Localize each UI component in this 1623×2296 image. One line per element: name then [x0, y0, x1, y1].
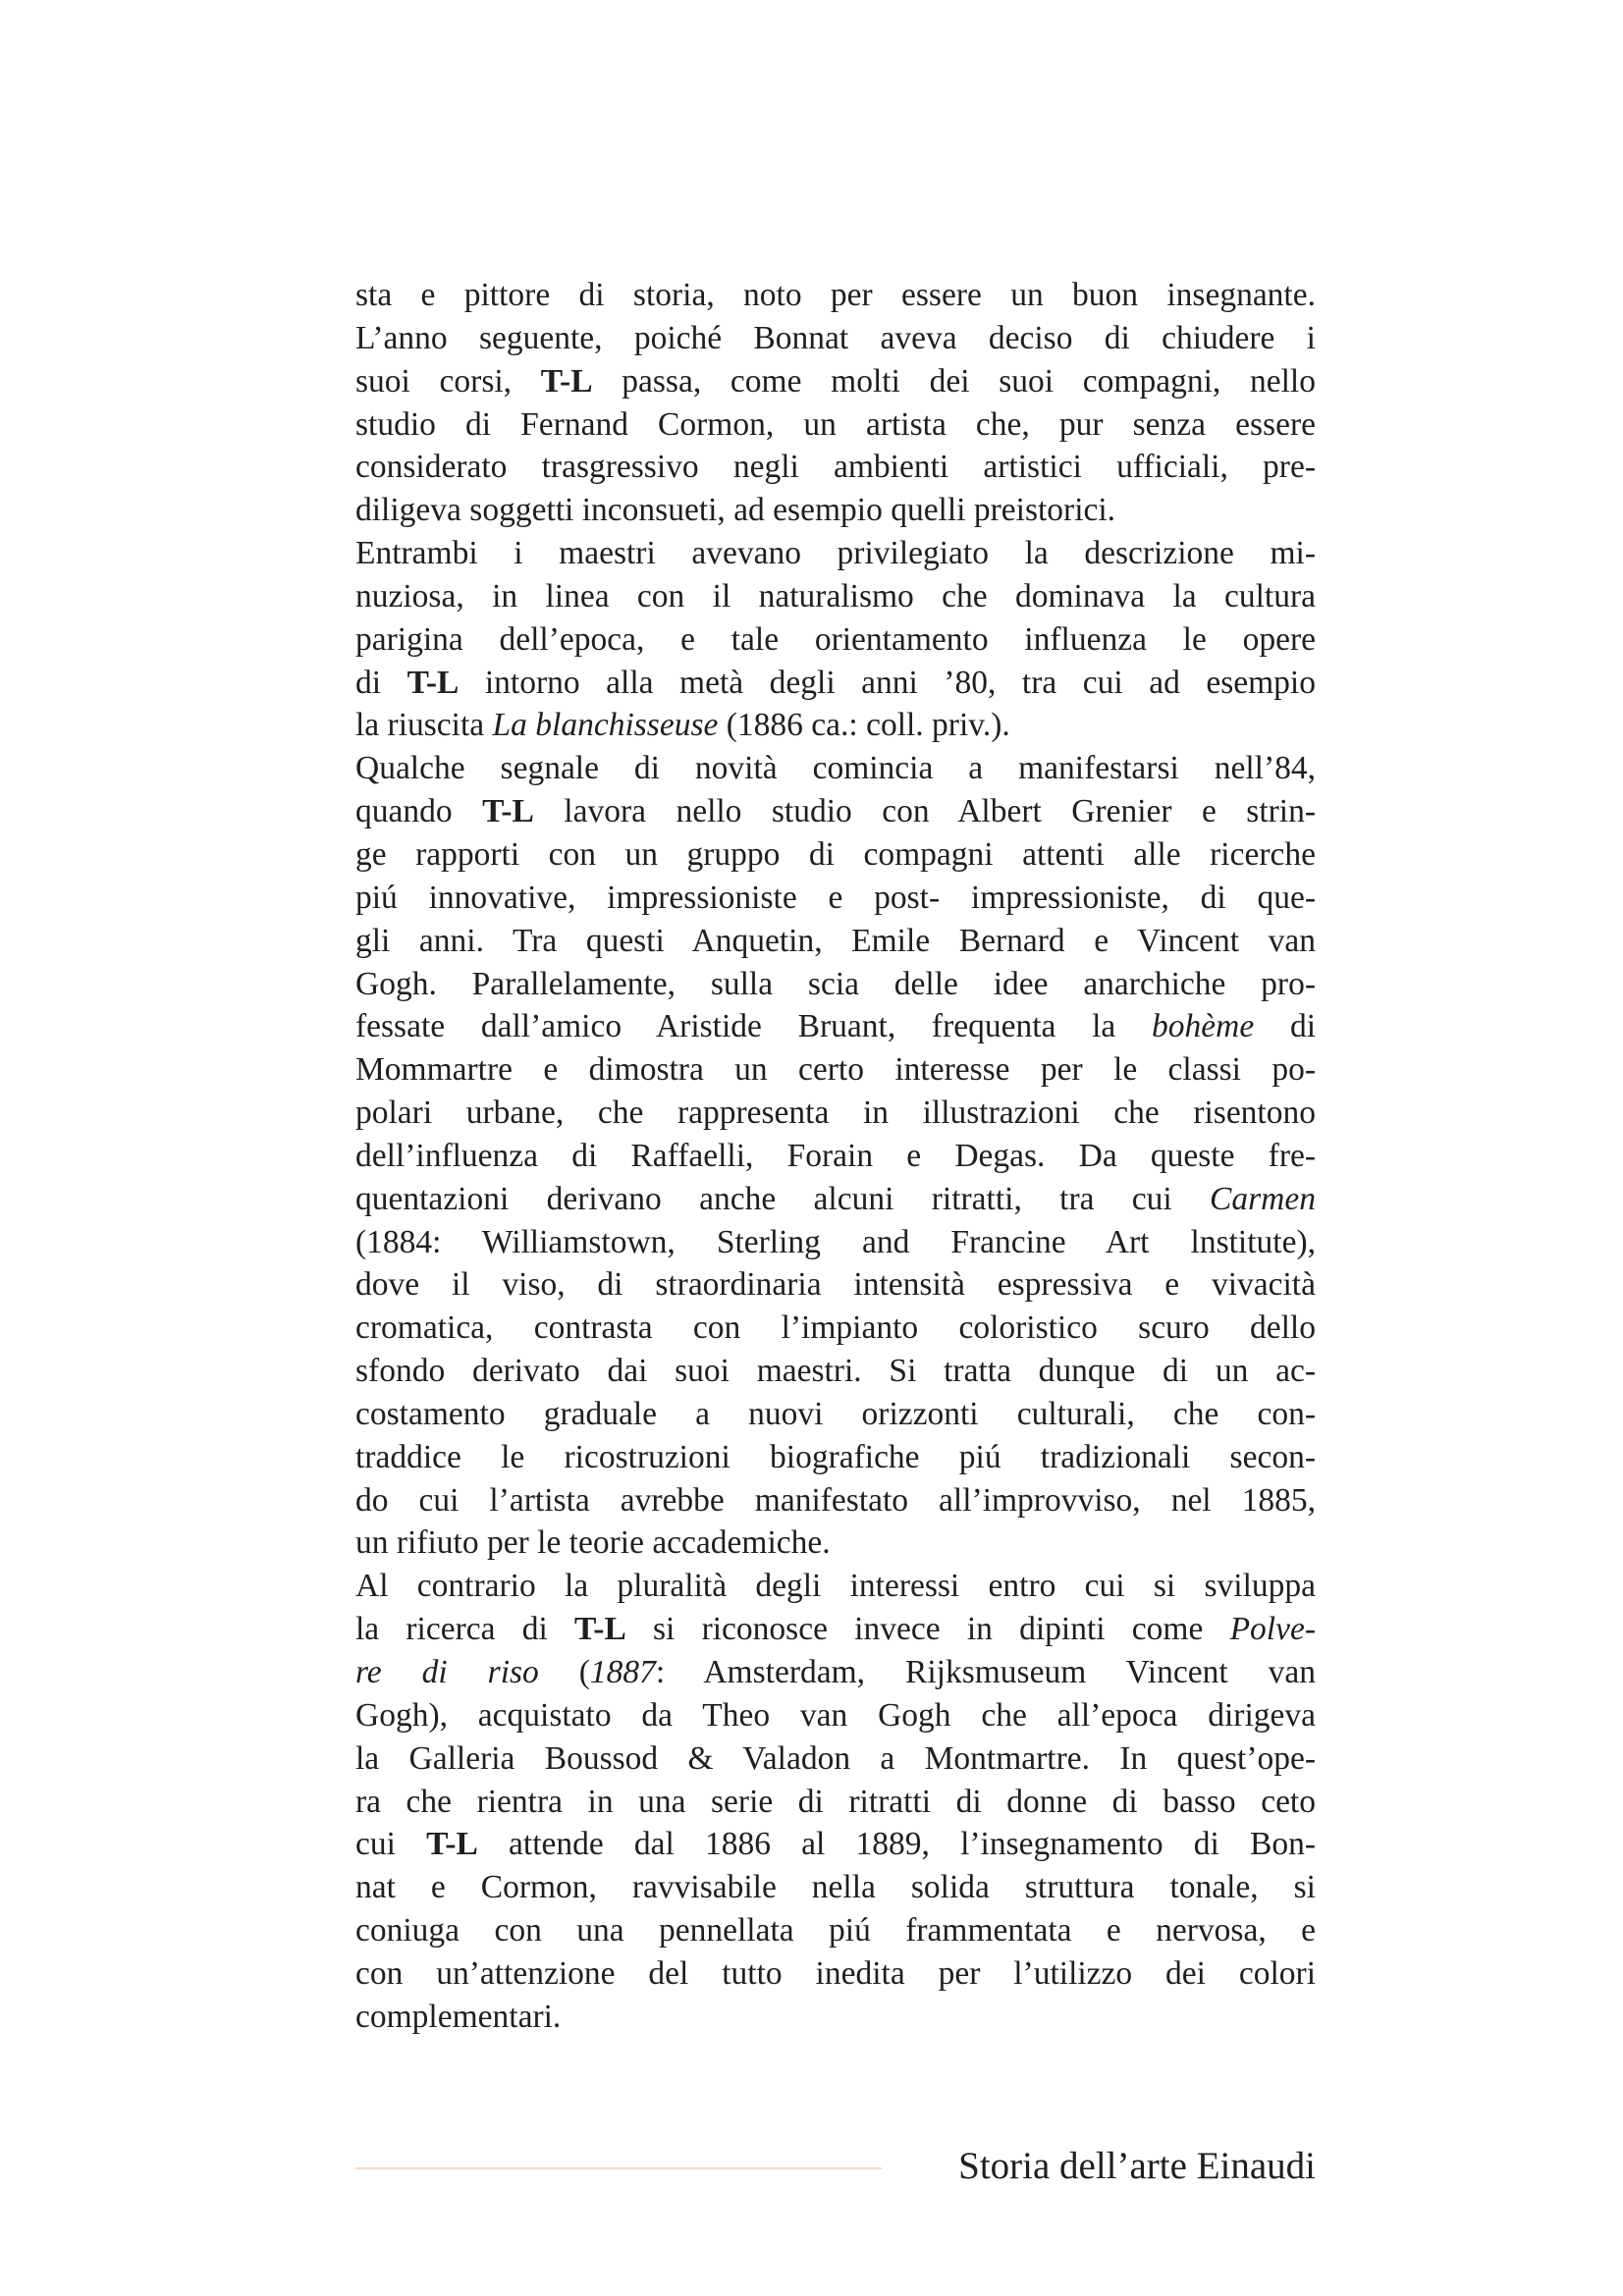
text-line: diligeva soggetti inconsueti, ad esempio quelli preistorici. [355, 492, 1116, 529]
footer-title: Storia dell’arte Einaudi [958, 2145, 1316, 2187]
text-line: do cui l’artista avrebbe manifestato all’improvviso, nel 1885, [355, 1481, 1316, 1519]
bold-abbrev: T-L [540, 362, 593, 400]
text-line: coniuga con una pennellata piú frammentata e nervosa, e [355, 1912, 1316, 1949]
text-line: Al contrario la pluralità degli interessi entro cui si sviluppa [355, 1568, 1316, 1605]
bold-abbrev: T-L [574, 1611, 626, 1648]
text-line: suoi corsi, T-L passa, come molti dei suoi compagni, nello [355, 362, 1316, 400]
italic-title: bohème [1152, 1008, 1255, 1045]
text-line: Qualche segnale di novità comincia a manifestarsi nell’84, [355, 750, 1316, 787]
text-line: studio di Fernand Cormon, un artista che, pur senza essere [355, 405, 1316, 443]
text-line: Entrambi i maestri avevano privilegiato la descrizione mi- [355, 535, 1316, 572]
text-line: Mommartre e dimostra un certo interesse per le classi po- [355, 1051, 1316, 1089]
text-line: con un’attenzione del tutto inedita per l’utilizzo dei colori [355, 1954, 1316, 1992]
italic-title: 1887 [589, 1654, 656, 1690]
bold-abbrev: T-L [426, 1826, 478, 1863]
text-line: costamento graduale a nuovi orizzonti culturali, che con- [355, 1395, 1316, 1432]
text-line: un rifiuto per le teorie accademiche. [355, 1524, 831, 1562]
text-line: dove il viso, di straordinaria intensità espressiva e vivacità [355, 1266, 1316, 1304]
text-line: la riuscita La blanchisseuse (1886 ca.: coll. priv.). [355, 707, 1010, 744]
text-line: la Galleria Boussod & Valadon a Montmartre. In quest’ope- [355, 1739, 1316, 1777]
italic-title: Carmen [1210, 1180, 1316, 1217]
text-line: re di riso (1887: Amsterdam, Rijksmuseum Vincent van [355, 1654, 1316, 1690]
text-line: ge rapporti con un gruppo di compagni attenti alle ricerche [355, 835, 1316, 873]
text-line: nat e Cormon, ravvisabile nella solida struttura tonale, si [355, 1869, 1316, 1906]
text-line: Gogh. Parallelamente, sulla scia delle idee anarchiche pro- [355, 965, 1316, 1002]
body-text [355, 274, 1316, 2039]
text-line: sfondo derivato dai suoi maestri. Si tratta dunque di un ac- [355, 1353, 1316, 1390]
text-line: gli anni. Tra questi Anquetin, Emile Bernard e Vincent van [355, 922, 1316, 959]
text-line: ra che rientra in una serie di ritratti di donne di basso ceto [355, 1783, 1316, 1820]
text-line: polari urbane, che rappresenta in illustrazioni che risentono [355, 1095, 1316, 1132]
bold-abbrev: T-L [482, 793, 534, 830]
text-line: fessate dall’amico Aristide Bruant, frequenta la bohème di [355, 1008, 1317, 1045]
text-line: dell’influenza di Raffaelli, Forain e Degas. Da queste fre- [355, 1137, 1316, 1174]
text-line: piú innovative, impressioniste e post- impressioniste, di que- [355, 879, 1316, 916]
footer-rule [355, 2167, 882, 2169]
italic-title: La blanchisseuse [492, 707, 719, 744]
text-line: cui T-L attende dal 1886 al 1889, l’insegnamento di Bon- [355, 1826, 1316, 1863]
text-line: complementari. [355, 1998, 562, 2035]
text-line: sta e pittore di storia, noto per essere un buon insegnante. [355, 277, 1316, 313]
text-line: quentazioni derivano anche alcuni ritratti, tra cui Carmen [355, 1180, 1316, 1217]
text-line: parigina dell’epoca, e tale orientamento influenza le opere [355, 620, 1316, 658]
text-line: la ricerca di T-L si riconosce invece in dipinti come Polve- [355, 1611, 1317, 1648]
text-line: considerato trasgressivo negli ambienti artistici ufficiali, pre- [355, 449, 1316, 486]
text-line: nuziosa, in linea con il naturalismo che dominava la cultura [355, 577, 1316, 614]
text-line: quando T-L lavora nello studio con Albert Grenier e strin- [355, 793, 1316, 830]
text-line: (1884: Williamstown, Sterling and Francine Art lnstitute), [355, 1223, 1316, 1260]
text-line: L’anno seguente, poiché Bonnat aveva deciso di chiudere i [355, 319, 1316, 356]
bold-abbrev: T-L [406, 664, 460, 701]
text-line: traddice le ricostruzioni biografiche piú tradizionali secon- [355, 1438, 1316, 1475]
text-line: di T-L intorno alla metà degli anni ’80, tra cui ad esempio [355, 664, 1316, 701]
italic-title: re di riso [355, 1654, 539, 1690]
text-line: cromatica, contrasta con l’impianto coloristico scuro dello [355, 1309, 1316, 1347]
text-line: Gogh), acquistato da Theo van Gogh che all’epoca dirigeva [355, 1696, 1316, 1734]
italic-title: Polve- [1229, 1611, 1317, 1648]
